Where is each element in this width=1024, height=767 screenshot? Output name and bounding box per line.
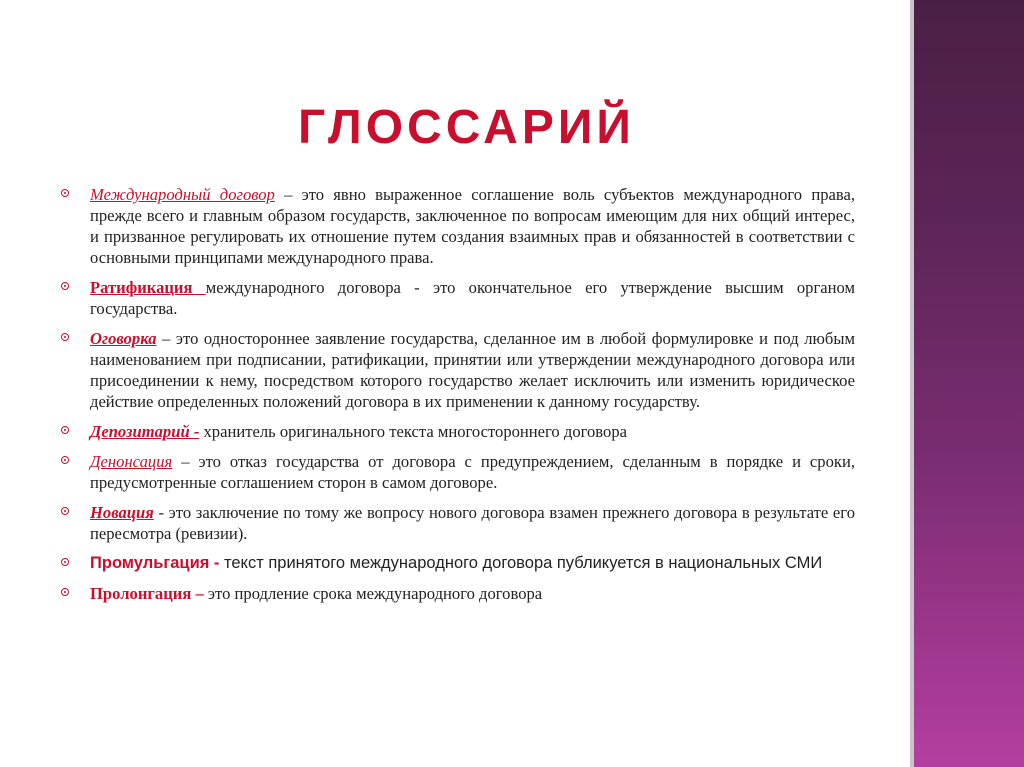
bullet-icon xyxy=(61,426,69,434)
glossary-entry-promulgation xyxy=(60,553,855,574)
glossary-entry-treaty xyxy=(60,184,855,268)
glossary-list xyxy=(60,184,855,613)
term: Оговорка xyxy=(90,329,157,348)
glossary-entry-prolongation xyxy=(60,583,855,604)
term: Денонсация xyxy=(90,452,173,471)
definition: – это одностороннее заявление государства, сделанное им в любой формулировке и под любым наименованием при подписании, ратификации, принятии или утверждении международного договора или присоединении к нему, посредством которого государство желает исключить или изменить юридическое действие определенных положений договора в их применении к данному государству. xyxy=(90,329,855,411)
term: Ратификация xyxy=(90,278,206,297)
definition: международного договора - это окончательное его утверждение высшим органом государства. xyxy=(90,278,855,318)
bullet-icon xyxy=(61,333,69,341)
bullet-icon xyxy=(61,588,69,596)
term: Пролонгация – xyxy=(90,584,204,603)
definition: текст принятого международного договора публикуется в национальных СМИ xyxy=(224,554,823,572)
glossary-entry-ratification xyxy=(60,277,855,319)
term: Международный договор xyxy=(90,185,275,204)
glossary-entry-depositary xyxy=(60,421,855,442)
definition: – это отказ государства от договора с предупреждением, сделанным в порядке и сроки, предусмотренные соглашением сторон в самом договоре. xyxy=(90,452,855,492)
slide-title: ГЛОССАРИЙ xyxy=(298,101,635,154)
definition: – это явно выраженное соглашение воль субъектов международного права, прежде всего и главным образом государств, заключенное по вопросам имеющим для них общий интерес, и призванное регулировать их отношение путем создания взаимных прав и обязанностей в соответствии с основными принципами международного права. xyxy=(90,185,855,267)
term: Новация xyxy=(90,503,154,522)
term: Депозитарий - xyxy=(90,422,200,441)
definition: - это заключение по тому же вопросу нового договора взамен прежнего договора в результате его пересмотра (ревизии). xyxy=(90,503,855,543)
bullet-icon xyxy=(61,282,69,290)
definition: это продление срока международного договора xyxy=(203,584,543,603)
decorative-side-band xyxy=(914,0,1024,767)
bullet-icon xyxy=(61,189,69,197)
glossary-entry-reservation xyxy=(60,328,855,412)
bullet-icon xyxy=(61,456,69,464)
definition: хранитель оригинального текста многостороннего договора xyxy=(199,422,627,441)
bullet-icon xyxy=(61,558,69,566)
glossary-entry-novation xyxy=(60,502,855,544)
glossary-entry-denunciation xyxy=(60,451,855,493)
term: Промульгация - xyxy=(90,554,224,572)
bullet-icon xyxy=(61,507,69,515)
